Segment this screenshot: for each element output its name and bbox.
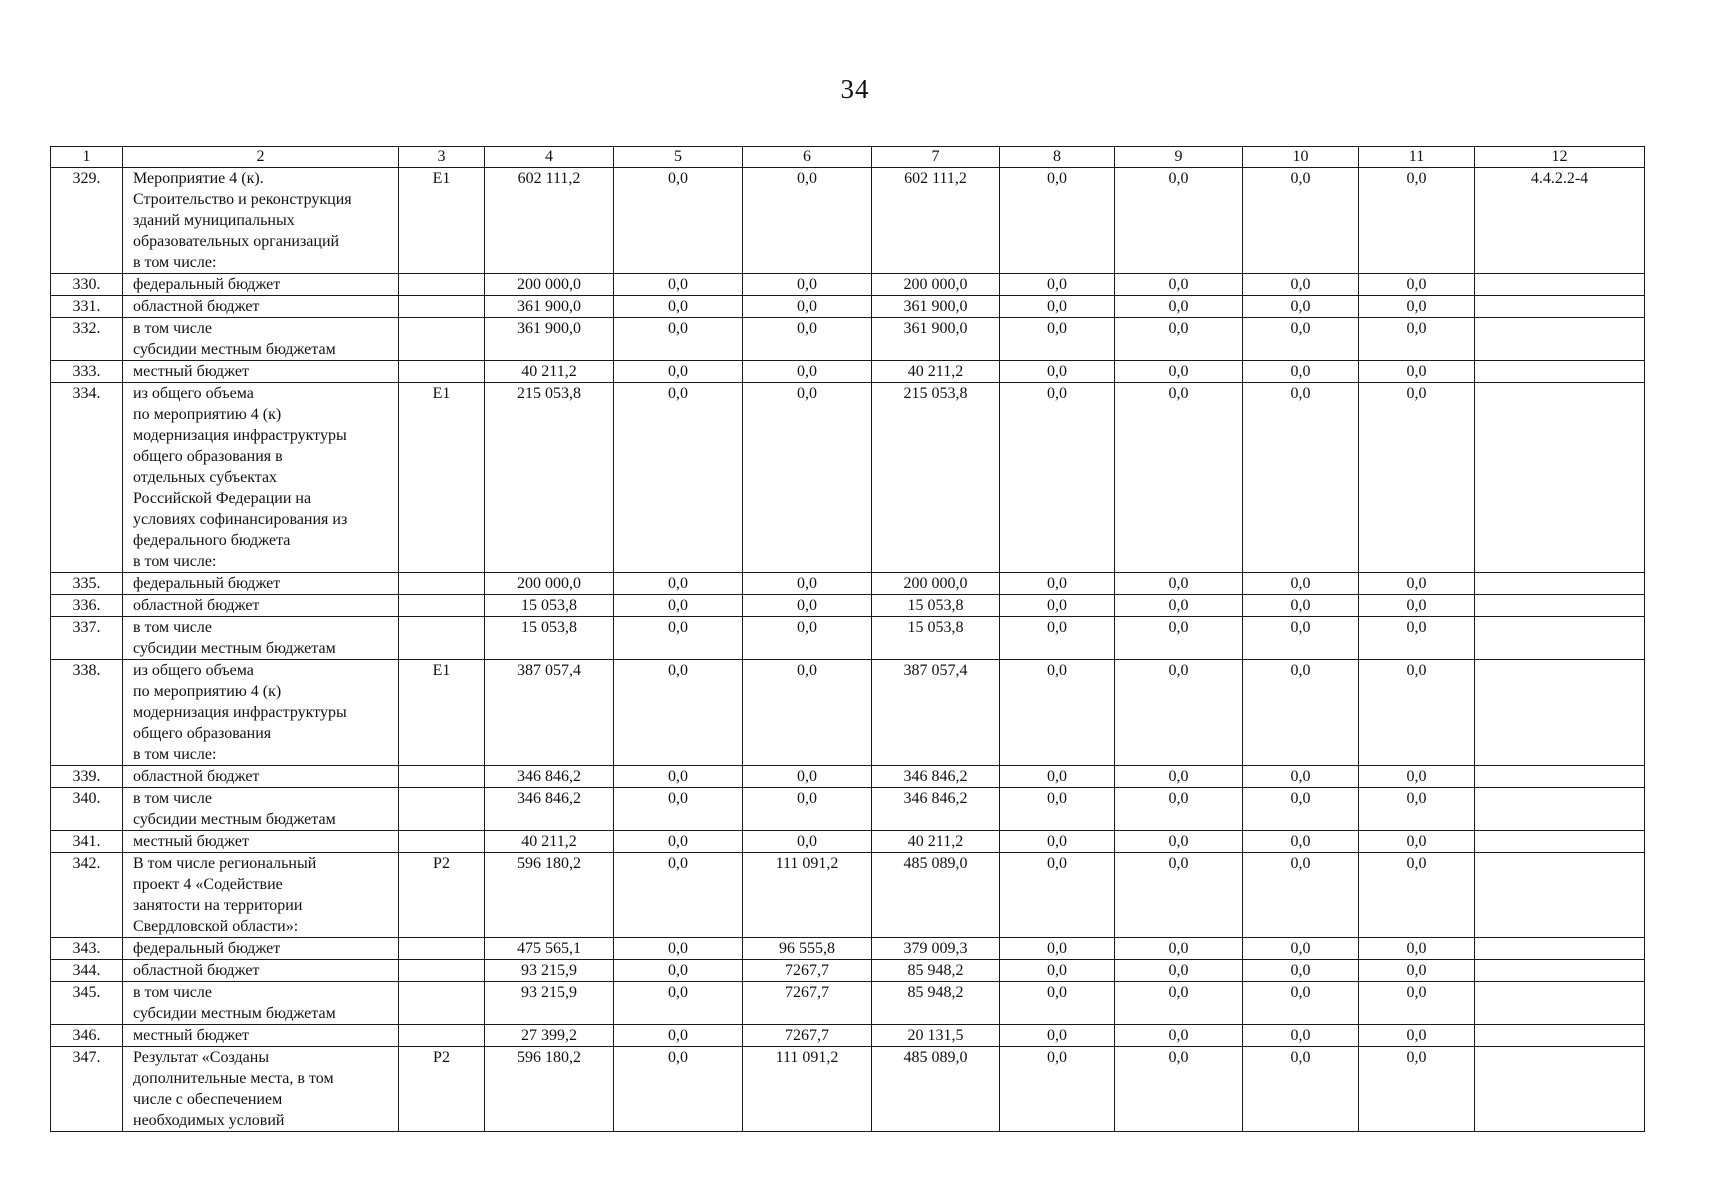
row-value: 0,0 <box>743 318 872 361</box>
row-reference <box>1475 573 1645 595</box>
row-value: 0,0 <box>1359 1047 1475 1132</box>
row-value: 0,0 <box>1000 361 1115 383</box>
row-value: 0,0 <box>1115 595 1243 617</box>
row-number: 334. <box>51 383 123 573</box>
row-value: 200 000,0 <box>485 274 614 296</box>
row-number: 333. <box>51 361 123 383</box>
row-value: 15 053,8 <box>872 595 1000 617</box>
row-reference <box>1475 1025 1645 1047</box>
row-value: 15 053,8 <box>485 617 614 660</box>
row-value: 0,0 <box>614 766 743 788</box>
row-reference <box>1475 274 1645 296</box>
row-value: 0,0 <box>1359 318 1475 361</box>
table-header-row <box>51 147 1645 168</box>
row-value: 0,0 <box>1359 853 1475 938</box>
row-code <box>399 938 485 960</box>
row-value: 0,0 <box>614 318 743 361</box>
row-value: 0,0 <box>614 361 743 383</box>
column-header: 6 <box>743 147 872 168</box>
row-description: из общего объема по мероприятию 4 (к) модернизация инфраструктуры общего образования в отдельных субъектах Российской Федерации на условиях софинансирования из федерального бюджета в том числе: <box>123 383 399 573</box>
table-row <box>51 617 1645 660</box>
row-value: 0,0 <box>1359 383 1475 573</box>
row-value: 0,0 <box>1000 1025 1115 1047</box>
table-row <box>51 938 1645 960</box>
row-value: 0,0 <box>743 296 872 318</box>
row-value: 0,0 <box>1359 938 1475 960</box>
row-value: 0,0 <box>1000 938 1115 960</box>
row-value: 20 131,5 <box>872 1025 1000 1047</box>
row-value: 0,0 <box>743 660 872 766</box>
row-value: 0,0 <box>614 573 743 595</box>
row-code <box>399 318 485 361</box>
row-value: 200 000,0 <box>872 274 1000 296</box>
table-row <box>51 788 1645 831</box>
row-value: 215 053,8 <box>485 383 614 573</box>
row-number: 341. <box>51 831 123 853</box>
row-reference <box>1475 318 1645 361</box>
row-value: 0,0 <box>1359 168 1475 274</box>
row-value: 0,0 <box>1000 660 1115 766</box>
row-value: 0,0 <box>1115 168 1243 274</box>
row-value: 0,0 <box>743 573 872 595</box>
row-value: 0,0 <box>1115 788 1243 831</box>
row-value: 0,0 <box>614 938 743 960</box>
row-value: 0,0 <box>1243 1025 1359 1047</box>
row-value: 0,0 <box>1115 1025 1243 1047</box>
row-value: 0,0 <box>1000 573 1115 595</box>
row-code: Е1 <box>399 168 485 274</box>
row-value: 200 000,0 <box>485 573 614 595</box>
row-reference <box>1475 982 1645 1025</box>
table-row <box>51 595 1645 617</box>
row-value: 0,0 <box>743 383 872 573</box>
column-header: 5 <box>614 147 743 168</box>
row-reference <box>1475 660 1645 766</box>
table-row <box>51 1025 1645 1047</box>
row-reference <box>1475 766 1645 788</box>
row-value: 0,0 <box>614 1025 743 1047</box>
row-value: 0,0 <box>743 617 872 660</box>
row-value: 602 111,2 <box>872 168 1000 274</box>
row-value: 0,0 <box>614 168 743 274</box>
table-row <box>51 168 1645 274</box>
row-value: 0,0 <box>743 788 872 831</box>
row-value: 346 846,2 <box>872 766 1000 788</box>
row-value: 200 000,0 <box>872 573 1000 595</box>
row-code: Р2 <box>399 1047 485 1132</box>
table-row <box>51 960 1645 982</box>
row-reference <box>1475 831 1645 853</box>
row-value: 0,0 <box>1115 960 1243 982</box>
row-value: 0,0 <box>1115 617 1243 660</box>
row-description: федеральный бюджет <box>123 274 399 296</box>
row-description: Мероприятие 4 (к). Строительство и реконструкция зданий муниципальных образовательных организаций в том числе: <box>123 168 399 274</box>
row-description: местный бюджет <box>123 361 399 383</box>
row-value: 96 555,8 <box>743 938 872 960</box>
column-header: 1 <box>51 147 123 168</box>
row-value: 0,0 <box>1243 617 1359 660</box>
row-code <box>399 361 485 383</box>
column-header: 7 <box>872 147 1000 168</box>
row-value: 0,0 <box>1000 595 1115 617</box>
row-code <box>399 982 485 1025</box>
row-code <box>399 617 485 660</box>
table-row <box>51 318 1645 361</box>
row-value: 0,0 <box>1115 383 1243 573</box>
row-description: местный бюджет <box>123 1025 399 1047</box>
column-header: 11 <box>1359 147 1475 168</box>
row-number: 331. <box>51 296 123 318</box>
table-body <box>51 168 1645 1132</box>
row-value: 0,0 <box>614 788 743 831</box>
row-value: 0,0 <box>614 617 743 660</box>
row-code <box>399 1025 485 1047</box>
row-number: 332. <box>51 318 123 361</box>
row-value: 346 846,2 <box>485 788 614 831</box>
table-row <box>51 982 1645 1025</box>
row-value: 0,0 <box>1000 831 1115 853</box>
row-number: 340. <box>51 788 123 831</box>
table-row <box>51 853 1645 938</box>
row-value: 0,0 <box>1243 853 1359 938</box>
row-value: 0,0 <box>1359 595 1475 617</box>
row-code <box>399 788 485 831</box>
row-value: 0,0 <box>1243 788 1359 831</box>
row-value: 0,0 <box>614 960 743 982</box>
row-value: 0,0 <box>1115 982 1243 1025</box>
row-value: 0,0 <box>1243 595 1359 617</box>
row-number: 329. <box>51 168 123 274</box>
row-value: 0,0 <box>1115 938 1243 960</box>
budget-table <box>50 146 1645 1132</box>
row-value: 346 846,2 <box>485 766 614 788</box>
row-value: 0,0 <box>1115 296 1243 318</box>
row-value: 0,0 <box>1115 573 1243 595</box>
row-value: 596 180,2 <box>485 853 614 938</box>
row-reference <box>1475 1047 1645 1132</box>
row-code <box>399 296 485 318</box>
row-value: 40 211,2 <box>872 831 1000 853</box>
table-row <box>51 766 1645 788</box>
row-value: 40 211,2 <box>485 361 614 383</box>
row-reference <box>1475 938 1645 960</box>
row-reference <box>1475 361 1645 383</box>
table-row <box>51 573 1645 595</box>
row-value: 387 057,4 <box>872 660 1000 766</box>
row-value: 7267,7 <box>743 1025 872 1047</box>
row-value: 0,0 <box>1115 361 1243 383</box>
row-description: областной бюджет <box>123 960 399 982</box>
table-row <box>51 361 1645 383</box>
row-description: в том числе субсидии местным бюджетам <box>123 982 399 1025</box>
row-value: 0,0 <box>1000 617 1115 660</box>
row-value: 0,0 <box>614 982 743 1025</box>
row-code <box>399 960 485 982</box>
row-description: в том числе субсидии местным бюджетам <box>123 788 399 831</box>
page-number: 34 <box>840 74 870 104</box>
row-value: 0,0 <box>1115 318 1243 361</box>
row-value: 0,0 <box>1115 274 1243 296</box>
table-row <box>51 1047 1645 1132</box>
row-value: 0,0 <box>743 361 872 383</box>
row-number: 344. <box>51 960 123 982</box>
row-value: 0,0 <box>1243 982 1359 1025</box>
row-value: 0,0 <box>1115 660 1243 766</box>
row-value: 475 565,1 <box>485 938 614 960</box>
row-code <box>399 274 485 296</box>
row-description: в том числе субсидии местным бюджетам <box>123 617 399 660</box>
row-code: Е1 <box>399 660 485 766</box>
row-reference <box>1475 788 1645 831</box>
row-value: 361 900,0 <box>872 296 1000 318</box>
row-value: 0,0 <box>1243 660 1359 766</box>
row-value: 596 180,2 <box>485 1047 614 1132</box>
row-value: 0,0 <box>743 168 872 274</box>
row-value: 0,0 <box>1000 982 1115 1025</box>
table-row <box>51 274 1645 296</box>
row-description: областной бюджет <box>123 766 399 788</box>
row-code <box>399 766 485 788</box>
row-value: 0,0 <box>1000 788 1115 831</box>
column-header: 2 <box>123 147 399 168</box>
row-reference <box>1475 595 1645 617</box>
row-value: 0,0 <box>1243 274 1359 296</box>
row-number: 337. <box>51 617 123 660</box>
row-value: 0,0 <box>1243 766 1359 788</box>
row-value: 15 053,8 <box>485 595 614 617</box>
row-value: 0,0 <box>614 296 743 318</box>
row-value: 0,0 <box>1243 168 1359 274</box>
row-value: 379 009,3 <box>872 938 1000 960</box>
row-number: 336. <box>51 595 123 617</box>
row-value: 0,0 <box>1359 766 1475 788</box>
row-value: 485 089,0 <box>872 853 1000 938</box>
row-number: 342. <box>51 853 123 938</box>
row-value: 0,0 <box>1243 831 1359 853</box>
row-value: 27 399,2 <box>485 1025 614 1047</box>
row-value: 0,0 <box>1000 960 1115 982</box>
row-value: 485 089,0 <box>872 1047 1000 1132</box>
column-header: 3 <box>399 147 485 168</box>
row-code <box>399 595 485 617</box>
column-header: 10 <box>1243 147 1359 168</box>
row-value: 0,0 <box>1000 853 1115 938</box>
row-value: 0,0 <box>614 853 743 938</box>
row-value: 0,0 <box>614 1047 743 1132</box>
row-description: местный бюджет <box>123 831 399 853</box>
row-value: 93 215,9 <box>485 982 614 1025</box>
row-value: 111 091,2 <box>743 853 872 938</box>
table-row <box>51 296 1645 318</box>
row-number: 330. <box>51 274 123 296</box>
row-value: 85 948,2 <box>872 960 1000 982</box>
row-reference: 4.4.2.2-4 <box>1475 168 1645 274</box>
row-description: федеральный бюджет <box>123 938 399 960</box>
row-number: 335. <box>51 573 123 595</box>
row-value: 0,0 <box>614 660 743 766</box>
row-code <box>399 573 485 595</box>
row-value: 0,0 <box>743 766 872 788</box>
row-value: 0,0 <box>1359 831 1475 853</box>
row-value: 361 900,0 <box>485 296 614 318</box>
row-code <box>399 831 485 853</box>
row-value: 0,0 <box>1115 766 1243 788</box>
row-value: 0,0 <box>1000 296 1115 318</box>
column-header: 4 <box>485 147 614 168</box>
row-value: 346 846,2 <box>872 788 1000 831</box>
row-value: 0,0 <box>614 595 743 617</box>
row-value: 0,0 <box>743 831 872 853</box>
row-value: 0,0 <box>1243 960 1359 982</box>
row-reference <box>1475 617 1645 660</box>
row-value: 0,0 <box>1359 660 1475 766</box>
row-reference <box>1475 853 1645 938</box>
table-row <box>51 383 1645 573</box>
row-number: 345. <box>51 982 123 1025</box>
row-value: 0,0 <box>1359 573 1475 595</box>
row-number: 339. <box>51 766 123 788</box>
row-value: 0,0 <box>1243 296 1359 318</box>
row-value: 0,0 <box>1243 573 1359 595</box>
row-description: областной бюджет <box>123 595 399 617</box>
row-value: 0,0 <box>1000 1047 1115 1132</box>
row-reference <box>1475 296 1645 318</box>
row-value: 0,0 <box>1243 938 1359 960</box>
row-value: 0,0 <box>1243 361 1359 383</box>
row-code: Р2 <box>399 853 485 938</box>
row-value: 0,0 <box>1243 383 1359 573</box>
row-value: 0,0 <box>1000 766 1115 788</box>
row-value: 0,0 <box>1115 1047 1243 1132</box>
row-value: 0,0 <box>1000 274 1115 296</box>
row-description: Результат «Созданы дополнительные места, в том числе с обеспечением необходимых условий <box>123 1047 399 1132</box>
row-value: 0,0 <box>614 274 743 296</box>
row-value: 0,0 <box>1243 318 1359 361</box>
row-value: 0,0 <box>1115 831 1243 853</box>
row-number: 347. <box>51 1047 123 1132</box>
row-number: 346. <box>51 1025 123 1047</box>
row-value: 40 211,2 <box>872 361 1000 383</box>
row-number: 338. <box>51 660 123 766</box>
row-value: 0,0 <box>1000 168 1115 274</box>
row-value: 0,0 <box>614 831 743 853</box>
row-code: Е1 <box>399 383 485 573</box>
row-value: 387 057,4 <box>485 660 614 766</box>
row-description: федеральный бюджет <box>123 573 399 595</box>
row-value: 0,0 <box>743 595 872 617</box>
row-value: 215 053,8 <box>872 383 1000 573</box>
row-value: 0,0 <box>1359 296 1475 318</box>
row-value: 0,0 <box>1115 853 1243 938</box>
row-value: 0,0 <box>1359 960 1475 982</box>
table-row <box>51 831 1645 853</box>
row-description: областной бюджет <box>123 296 399 318</box>
row-reference <box>1475 383 1645 573</box>
column-header: 9 <box>1115 147 1243 168</box>
row-value: 0,0 <box>1359 1025 1475 1047</box>
row-value: 0,0 <box>614 383 743 573</box>
row-value: 0,0 <box>1359 361 1475 383</box>
row-value: 0,0 <box>1359 274 1475 296</box>
row-value: 93 215,9 <box>485 960 614 982</box>
row-description: из общего объема по мероприятию 4 (к) модернизация инфраструктуры общего образования в том числе: <box>123 660 399 766</box>
row-description: в том числе субсидии местным бюджетам <box>123 318 399 361</box>
row-value: 7267,7 <box>743 960 872 982</box>
row-value: 40 211,2 <box>485 831 614 853</box>
row-value: 0,0 <box>1359 982 1475 1025</box>
row-description: В том числе региональный проект 4 «Содействие занятости на территории Свердловской области»: <box>123 853 399 938</box>
table-row <box>51 660 1645 766</box>
row-value: 361 900,0 <box>485 318 614 361</box>
row-value: 361 900,0 <box>872 318 1000 361</box>
row-value: 0,0 <box>1000 318 1115 361</box>
row-value: 0,0 <box>1359 617 1475 660</box>
row-value: 0,0 <box>1243 1047 1359 1132</box>
row-reference <box>1475 960 1645 982</box>
row-value: 0,0 <box>1000 383 1115 573</box>
row-value: 0,0 <box>743 274 872 296</box>
row-value: 85 948,2 <box>872 982 1000 1025</box>
row-value: 0,0 <box>1359 788 1475 831</box>
row-value: 602 111,2 <box>485 168 614 274</box>
row-value: 111 091,2 <box>743 1047 872 1132</box>
row-number: 343. <box>51 938 123 960</box>
column-header: 12 <box>1475 147 1645 168</box>
row-value: 15 053,8 <box>872 617 1000 660</box>
row-value: 7267,7 <box>743 982 872 1025</box>
column-header: 8 <box>1000 147 1115 168</box>
